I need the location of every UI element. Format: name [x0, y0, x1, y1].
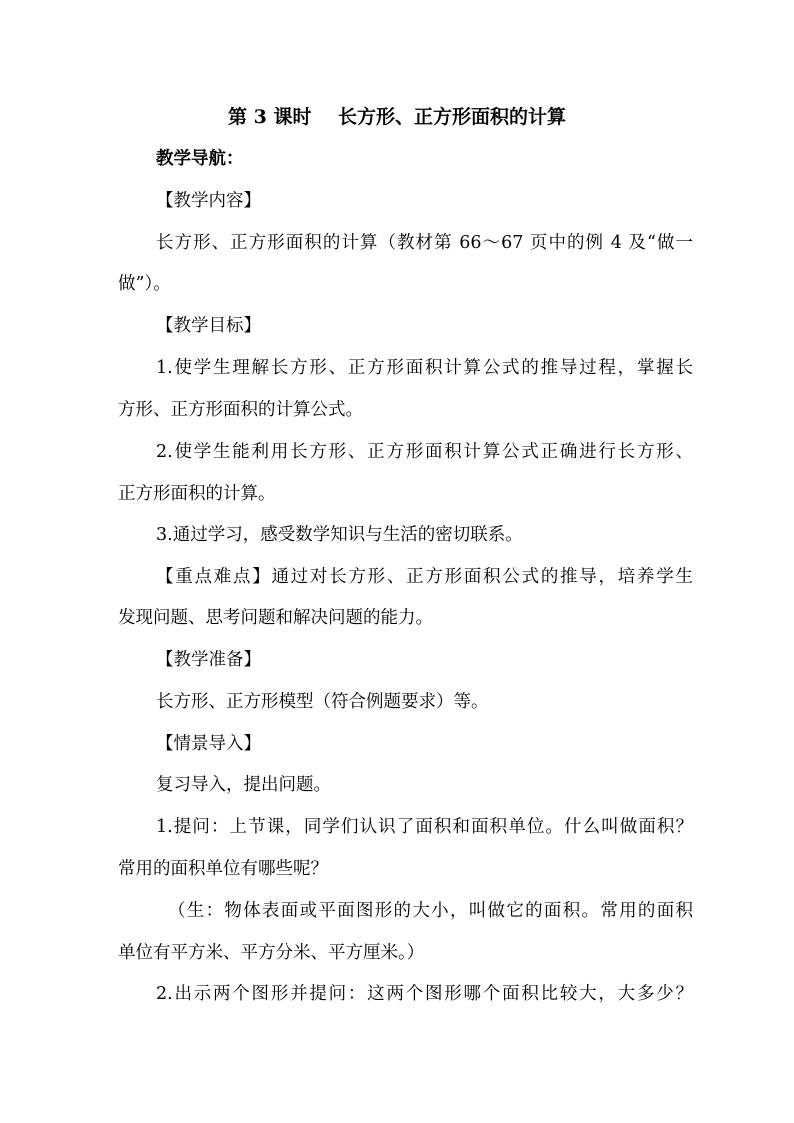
keypoints-line1: 【重点难点】通过对长方形、正方形面积公式的推导，培养学生	[156, 567, 693, 587]
goal2-line2: 正方形面积的计算。	[118, 484, 276, 504]
goal3: 3.通过学习，感受数学知识与生活的密切联系。	[156, 525, 523, 545]
question2-line1: 2.出示两个图形并提问：这两个图形哪个面积比较大，大多少？	[156, 984, 693, 1004]
content-text-line1: 长方形、正方形面积的计算（教材第 66～67 页中的例 4 及“做一	[156, 233, 693, 253]
goals-heading: 【教学目标】	[156, 316, 261, 336]
intro-heading: 【情景导入】	[156, 734, 261, 754]
answer1-line1: （生：物体表面或平面图形的大小，叫做它的面积。常用的面积	[168, 901, 693, 921]
lesson-title: 第 3 课时 长方形、正方形面积的计算	[228, 106, 566, 128]
question1-line1: 1.提问：上节课，同学们认识了面积和面积单位。什么叫做面积？	[156, 817, 693, 837]
goal1-line1: 1.使学生理解长方形、正方形面积计算公式的推导过程，掌握长	[156, 358, 693, 378]
prep-text: 长方形、正方形模型（符合例题要求）等。	[156, 692, 489, 712]
goal1-line2: 方形、正方形面积的计算公式。	[118, 400, 363, 420]
nav-heading: 教学导航：	[156, 149, 244, 169]
content-heading: 【教学内容】	[156, 191, 261, 211]
prep-heading: 【教学准备】	[156, 650, 261, 670]
goal2-line1: 2.使学生能利用长方形、正方形面积计算公式正确进行长方形、	[156, 442, 693, 462]
intro-text: 复习导入，提出问题。	[156, 775, 331, 795]
content-text-line2: 做”）。	[118, 274, 171, 294]
question1-line2: 常用的面积单位有哪些呢？	[118, 859, 328, 879]
keypoints-line2: 发现问题、思考问题和解决问题的能力。	[118, 608, 433, 628]
answer1-line2: 单位有平方米、平方分米、平方厘米。）	[118, 943, 425, 963]
